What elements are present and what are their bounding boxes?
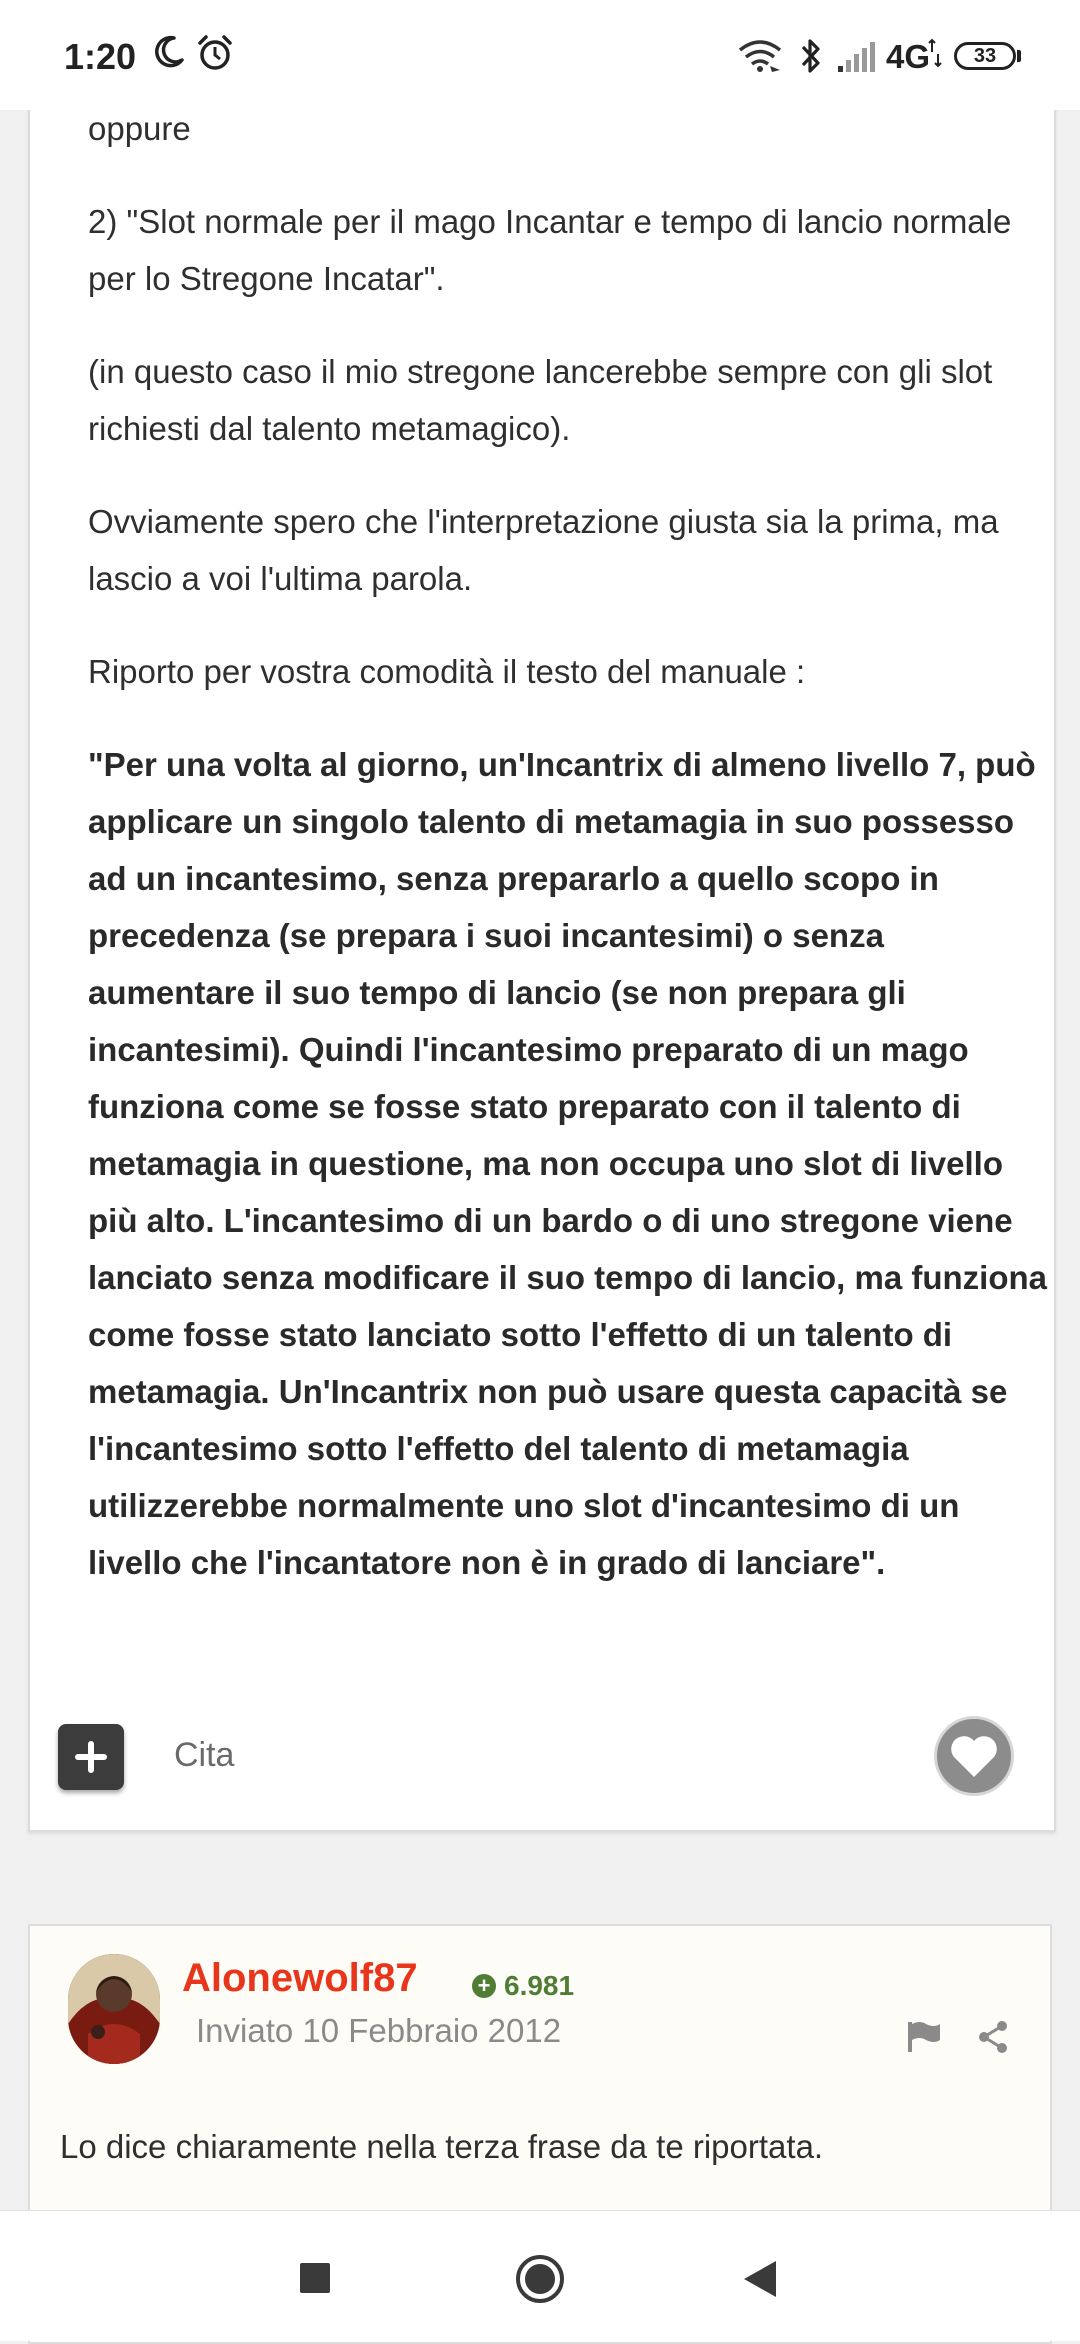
avatar-image (68, 1954, 160, 2064)
post-paragraph: oppure (88, 110, 191, 147)
post-card (28, 80, 1056, 1832)
flag-icon[interactable] (906, 2020, 944, 2054)
home-button[interactable] (514, 2253, 566, 2305)
status-bar (0, 0, 1080, 110)
status-time: 1:20 (64, 36, 137, 77)
post-paragraph: Lo dice chiaramente nella terza frase da te riportata. (60, 2128, 824, 2165)
back-button[interactable] (742, 2259, 778, 2299)
wifi-icon (736, 38, 784, 74)
recents-button[interactable] (300, 2263, 330, 2293)
plus-circle-icon: + (472, 1974, 496, 1998)
quoted-manual-text: "Per una volta al giorno, un'Incantrix di almeno livello 7, può applicare un singolo talento di metamagia in suo possesso ad un incantesimo, senza prepararlo a quello scopo in precedenza (se prepara i suoi incantesimi) o senza aumentare il suo tempo di lancio (se non prepara gli incantesimi). Quindi l'incantesimo preparato di un mago funziona come se fosse stato preparato con il talento di metamagia in questione, ma non occupa uno slot di livello più alto. L'incantesimo di un bardo o di uno stregone viene lanciato senza modificare il suo tempo di lancio, ma funziona come fosse stato lanciato sotto l'effetto di un talento di metamagia. Un'Incantrix non può usare questa capacità se l'incantesimo sotto l'effetto del talento di metamagia utilizzerebbe normalmente uno slot d'incantesimo di un livello che l'incantatore non è in grado di lanciare". (88, 746, 1048, 1581)
post-date[interactable]: Inviato 10 Febbraio 2012 (196, 2012, 562, 2049)
moon-icon (150, 34, 186, 70)
post-paragraph: (in questo caso il mio stregone lancerebbe sempre con gli slot richiesti dal talento metamagico). (88, 353, 993, 447)
like-button[interactable] (934, 1716, 1014, 1796)
share-icon[interactable] (976, 2020, 1010, 2054)
signal-icon (836, 40, 880, 74)
battery-icon (954, 42, 1016, 70)
alarm-icon (196, 34, 234, 72)
battery-level: 33 (973, 45, 997, 67)
avatar[interactable] (68, 1954, 160, 2064)
bluetooth-icon (798, 36, 824, 76)
navigation-bar (0, 2210, 1080, 2341)
network-type: 4G (886, 38, 931, 75)
post-paragraph: 2) "Slot normale per il mago Incantar e tempo di lancio normale per lo Stregone Incatar". (88, 203, 1012, 297)
post-paragraph: Riporto per vostra comodità il testo del manuale : (88, 653, 806, 690)
heart-icon (937, 1719, 1011, 1793)
post-body (88, 100, 1058, 1627)
battery-tip (1017, 50, 1021, 62)
post-paragraph: Ovviamente spero che l'interpretazione giusta sia la prima, ma lascio a voi l'ultima parola. (88, 503, 999, 597)
add-reaction-button[interactable] (58, 1724, 124, 1790)
plus-icon (58, 1724, 124, 1790)
data-arrows-icon (928, 38, 942, 68)
author-name[interactable]: Alonewolf87 (182, 1956, 418, 2000)
reputation-value: 6.981 (504, 1970, 575, 2001)
quote-button[interactable]: Cita (174, 1736, 235, 1774)
reputation-badge (472, 1970, 574, 2002)
